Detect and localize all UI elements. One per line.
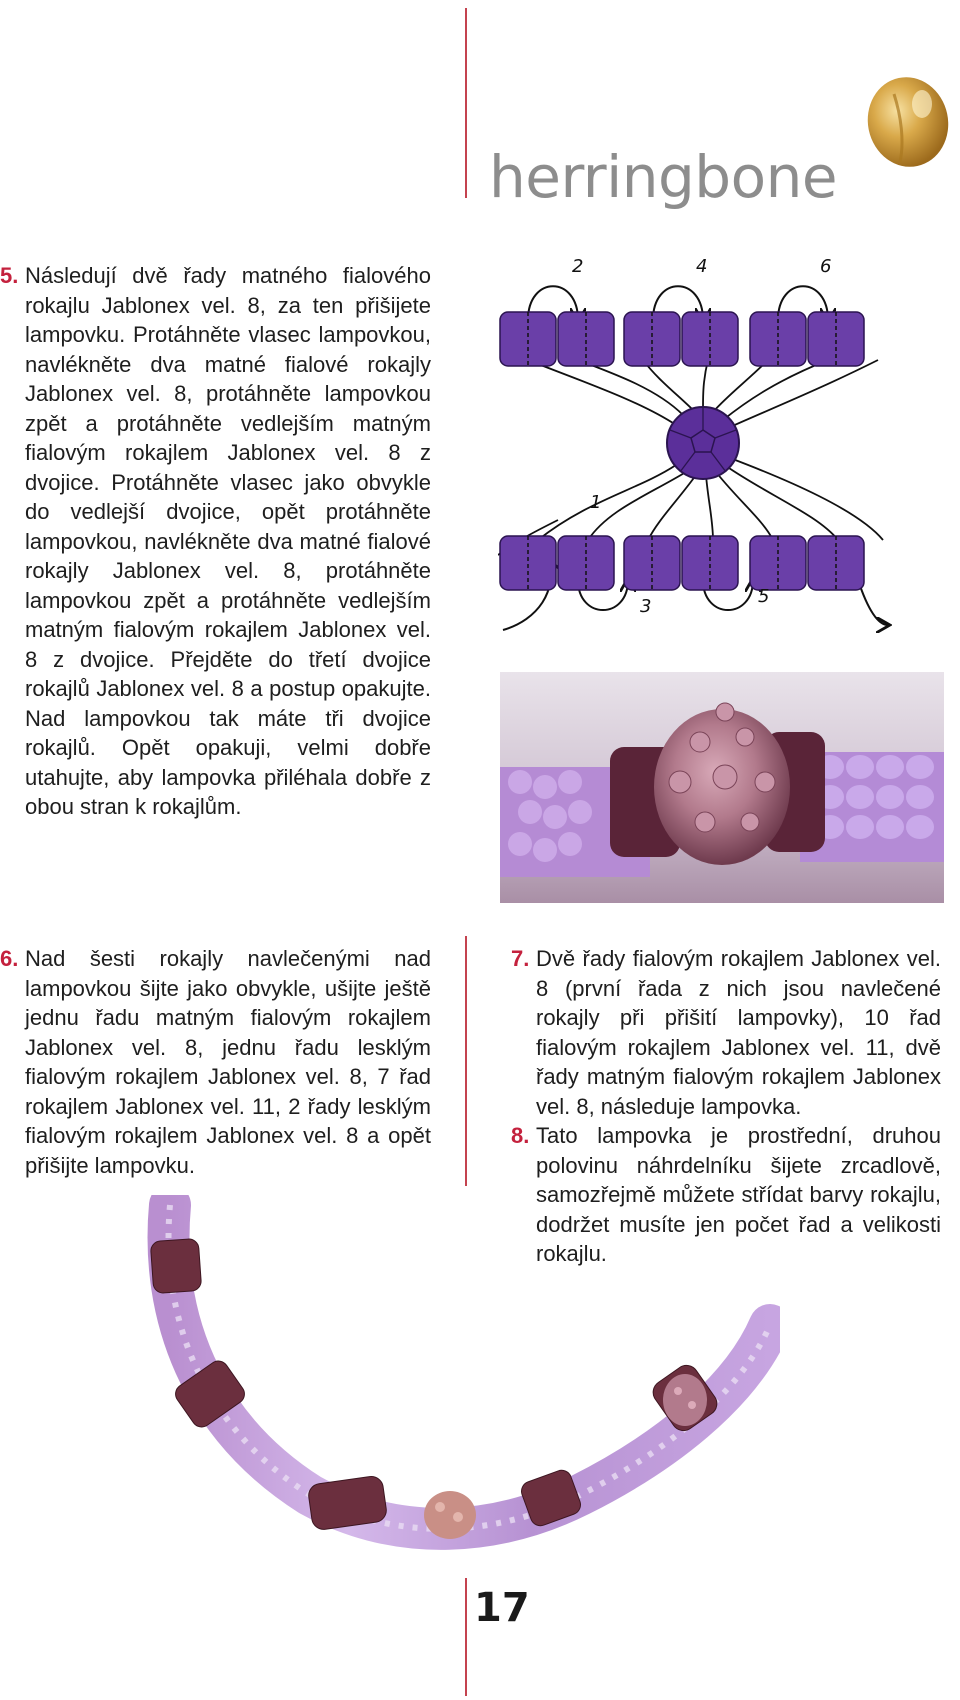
diagram-label-3: 3: [640, 596, 652, 617]
diagram-label-4: 4: [696, 256, 708, 277]
step-6: [0, 944, 431, 1180]
step-text: Dvě řady fialovým rokajlem Jablonex vel. 8 (první řada z nich jsou navlečené rokajly při přišití lampovky), 10 řad fialovým rokajlem Jablonex vel. 11, dvě řady matným fialovým rokajlem Jablonex vel. 8, následuje lampovka.: [536, 946, 941, 1119]
vertical-rule-middle: [465, 936, 467, 1186]
vertical-rule-top: [465, 8, 467, 198]
step-number: 5.: [0, 263, 19, 288]
page-number: 17: [474, 1585, 530, 1631]
diagram-label-5: 5: [758, 586, 770, 607]
step-text: Nad šesti rokajly navlečenými nad lampovkou šijte jako obvykle, ušijte ještě jednu řadu matným fialovým rokajlem Jablonex vel. 8, jednu řadu lesklým fialovým rokajlem Jablonex vel. 8, 7 řad rokajlem Jablonex vel. 11, 2 řady lesklým fialovým rokajlem Jablonex vel. 8 a opět přišijte lampovku.: [25, 946, 431, 1178]
step-5: [0, 261, 431, 822]
step-number: 7.: [511, 946, 530, 971]
step-text: Tato lampovka je prostřední, druhou polovinu náhrdelníku šijete zrcadlově, samozřejmě můžete střídat barvy rokajlu, dodržet musíte jen počet řad a velikosti rokajlu.: [536, 1123, 941, 1266]
diagram-label-2: 2: [572, 256, 584, 277]
step-number: 6.: [0, 946, 19, 971]
herringbone-diagram: [498, 250, 903, 645]
step-number: 8.: [511, 1123, 530, 1148]
lampwork-bead: [667, 407, 739, 479]
page-title: herringbone: [489, 143, 838, 211]
vertical-rule-bottom: [465, 1578, 467, 1696]
lampwork-closeup-photo: [500, 672, 944, 903]
step-text: Následují dvě řady matného fialového rokajlu Jablonex vel. 8, za ten přišijete lampovku. Protáhněte vlasec lampovkou, navlékněte dva matné fialové rokajly Jablonex vel. 8, protáhněte lampovkou zpět a protáhněte vedlejším matným fialovým rokajlem Jablonex vel. 8 z dvojice. Protáhněte vlasec jako obvykle do vedlejší dvojice, opět protáhněte lampovkou, navlékněte dva matné fialové rokajly Jablonex vel. 8, protáhněte lampovkou zpět a protáhněte vedlejším matným fialovým rokajlem Jablonex vel. 8 z dvojice. Přejděte do třetí dvojice rokajlů Jablonex vel. 8 a postup opakujte. Nad lampovkou tak máte tři dvojice rokajlů. Opět opakuji, velmi dobře utahujte, aby lampovka přiléhala dobře z obou stran k rokajlům.: [25, 263, 431, 819]
step-7: [511, 944, 941, 1121]
diagram-label-6: 6: [820, 256, 832, 277]
diagram-label-1: 1: [590, 492, 602, 513]
necklace-photo: [140, 1195, 780, 1550]
amber-bead-image: [864, 74, 950, 172]
